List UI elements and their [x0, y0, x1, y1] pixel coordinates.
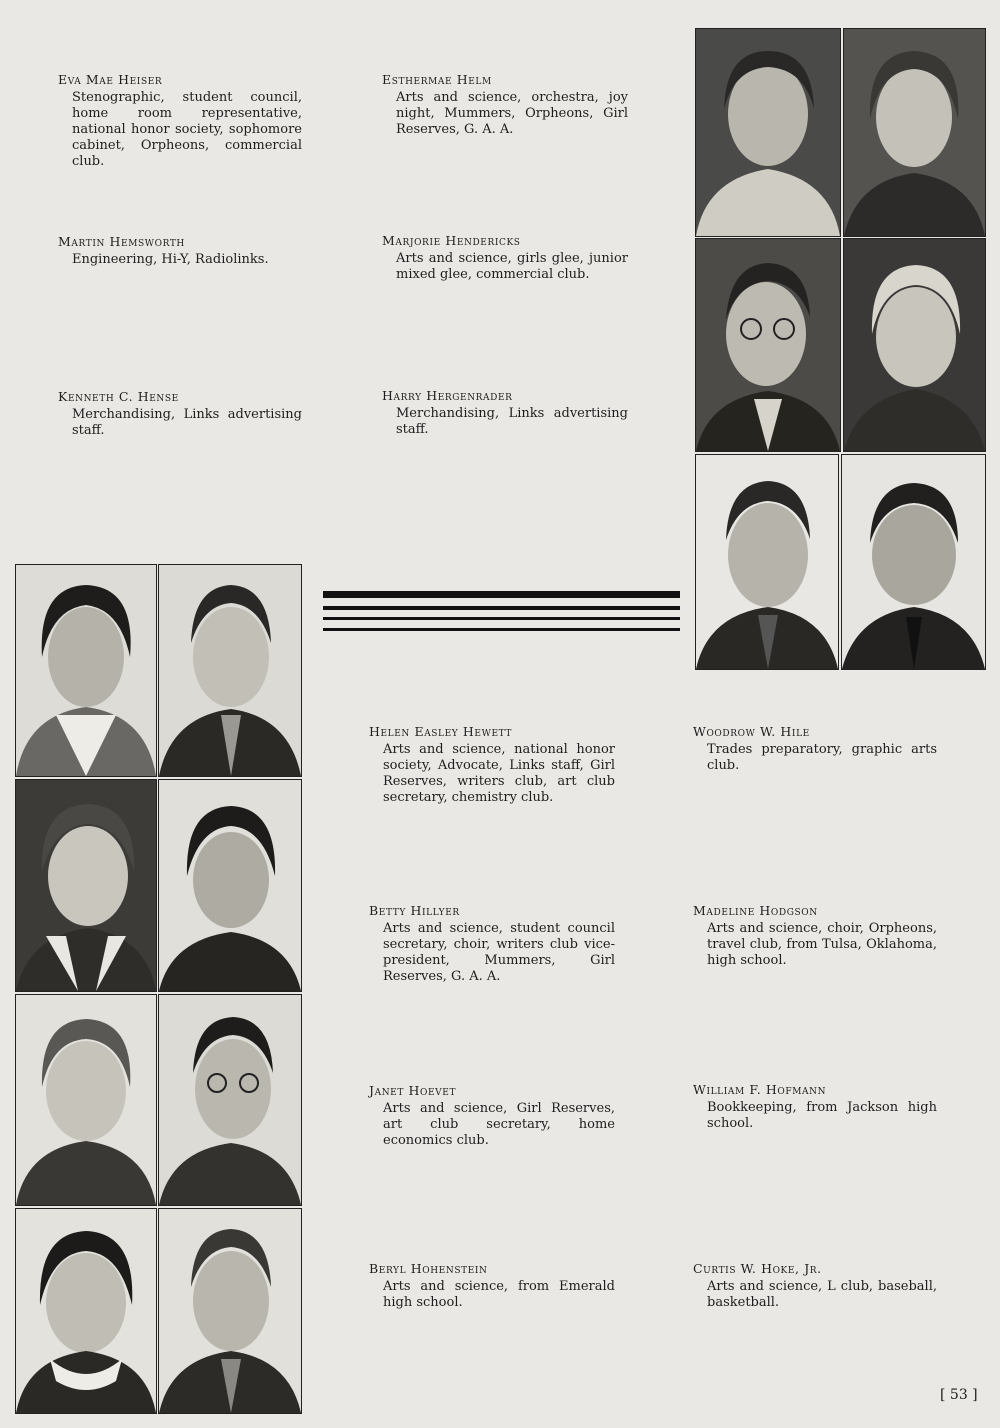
portrait-photo — [841, 454, 986, 670]
portrait-photo — [695, 454, 839, 670]
entry-marjorie-hendericks — [382, 233, 628, 283]
portrait-photo — [15, 994, 157, 1206]
portrait-photo — [158, 1208, 302, 1414]
decorative-rule-2 — [323, 606, 680, 610]
portrait-photo — [15, 779, 157, 992]
portrait-photo — [158, 994, 302, 1206]
entry-william-hofmann — [693, 1082, 937, 1132]
entry-esthermae-helm — [382, 72, 628, 138]
decorative-rule-4 — [323, 628, 680, 631]
entry-description: Trades preparatory, graphic arts club. — [707, 742, 937, 773]
entry-beryl-hohenstein — [369, 1261, 615, 1311]
decorative-rule-1 — [323, 591, 680, 598]
decorative-rule-3 — [323, 617, 680, 620]
portrait-photo — [15, 564, 157, 777]
entry-name: Madeline Hodgson — [693, 903, 818, 918]
entry-description: Arts and science, choir, Orpheons, travel club, from Tulsa, Oklahoma, high school. — [707, 921, 937, 968]
entry-martin-hemsworth — [58, 234, 302, 268]
entry-kenneth-hense — [58, 389, 302, 439]
entry-description: Merchandising, Links advertising staff. — [396, 406, 628, 437]
entry-betty-hillyer — [369, 903, 615, 985]
portrait-photo — [843, 28, 986, 237]
portrait-photo — [695, 28, 841, 237]
entry-description: Arts and science, from Emerald high school. — [383, 1279, 615, 1310]
entry-harry-hergenrader — [382, 388, 628, 438]
entry-description: Arts and science, L club, baseball, basketball. — [707, 1279, 937, 1310]
entry-name: Kenneth C. Hense — [58, 389, 179, 404]
portrait-photo — [843, 238, 986, 452]
entry-janet-hoevet — [369, 1083, 615, 1149]
entry-madeline-hodgson — [693, 903, 937, 969]
entry-curtis-hoke — [693, 1261, 937, 1311]
entry-name: William F. Hofmann — [693, 1082, 827, 1097]
entry-name: Betty Hillyer — [369, 903, 460, 918]
portrait-photo — [158, 564, 302, 777]
entry-description: Arts and science, national honor society, Advocate, Links staff, Girl Reserves, writers club, art club secretary, chemistry club. — [383, 742, 615, 805]
entry-name: Eva Mae Heiser — [58, 72, 163, 87]
entry-name: Harry Hergenrader — [382, 388, 513, 403]
portrait-photo — [158, 779, 302, 992]
entry-helen-hewett — [369, 724, 615, 806]
entry-name: Woodrow W. Hile — [693, 724, 810, 739]
entry-name: Beryl Hohenstein — [369, 1261, 488, 1276]
entry-name: Esthermae Helm — [382, 72, 492, 87]
entry-description: Merchandising, Links advertising staff. — [72, 407, 302, 438]
entry-name: Curtis W. Hoke, Jr. — [693, 1261, 822, 1276]
entry-description: Arts and science, girls glee, junior mixed glee, commercial club. — [396, 251, 628, 282]
page-number: [ 53 ] — [940, 1387, 978, 1403]
entry-description: Arts and science, Girl Reserves, art club secretary, home economics club. — [383, 1101, 615, 1148]
entry-description: Arts and science, student council secretary, choir, writers club vice-president, Mummers, Girl Reserves, G. A. A. — [383, 921, 615, 984]
entry-woodrow-hile — [693, 724, 937, 774]
entry-name: Marjorie Hendericks — [382, 233, 521, 248]
entry-name: Helen Easley Hewett — [369, 724, 512, 739]
entry-description: Bookkeeping, from Jackson high school. — [707, 1100, 937, 1131]
entry-name: Martin Hemsworth — [58, 234, 185, 249]
portrait-photo — [695, 238, 841, 452]
entry-description: Stenographic, student council, home room representative, national honor society, sophomore cabinet, Orpheons, commercial club. — [72, 90, 302, 169]
entry-description: Arts and science, orchestra, joy night, Mummers, Orpheons, Girl Reserves, G. A. A. — [396, 90, 628, 137]
entry-eva-mae-heiser — [58, 72, 302, 170]
entry-name: Janet Hoevet — [369, 1083, 457, 1098]
portrait-photo — [15, 1208, 157, 1414]
entry-description: Engineering, Hi-Y, Radiolinks. — [72, 252, 269, 267]
